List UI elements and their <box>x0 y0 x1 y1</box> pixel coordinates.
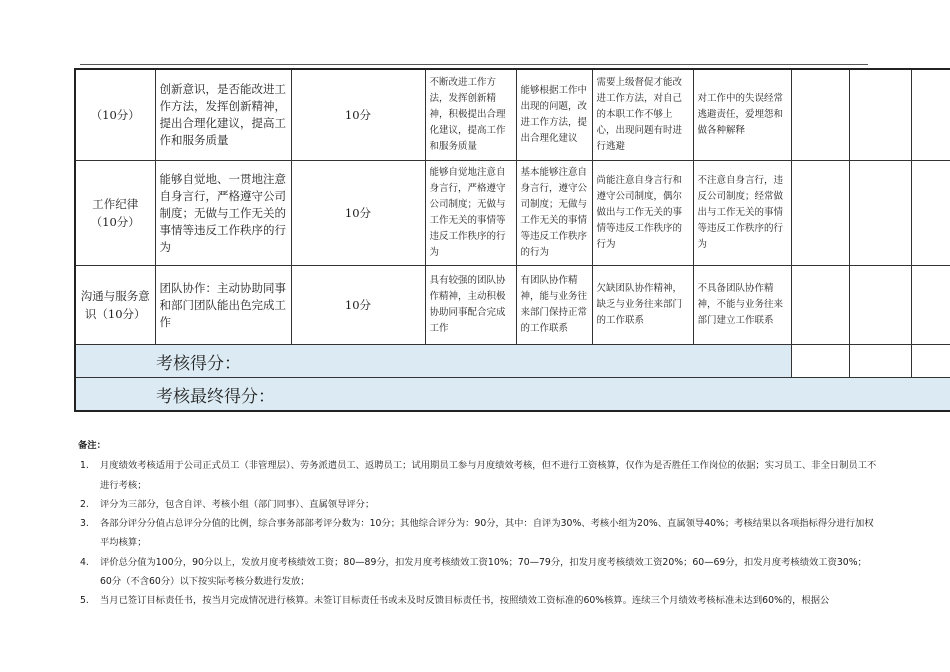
level-good-cell: 能够根据工作中出现的问题，改进工作方法，提出合理化建议 <box>516 69 592 161</box>
level-excellent-cell: 能够自觉地注意自身言行，严格遵守公司制度；无做与工作无关的事情等违反工作秩序的行为 <box>425 161 516 266</box>
description-cell: 团队协作：主动协助同事和部门团队能出色完成工作 <box>155 266 291 345</box>
score-cell: 10分 <box>291 266 425 345</box>
level-fair-cell: 尚能注意自身言行和遵守公司制度，偶尔做出与工作无关的事情等违反工作秩序的行为 <box>592 161 693 266</box>
level-poor-cell: 对工作中的失误经常逃避责任，爱埋怨和做各种解释 <box>693 69 791 161</box>
score-cell: 10分 <box>291 69 425 161</box>
level-fair-cell: 欠缺团队协作精神，缺乏与业务往来部门的工作联系 <box>592 266 693 345</box>
description-cell: 能够自觉地、一贯地注意自身言行，严格遵守公司制度；无做与工作无关的事情等违反工作秩序的行为 <box>155 161 291 266</box>
notes-heading: 备注： <box>78 440 106 451</box>
self-score-cell[interactable] <box>791 69 849 161</box>
note-item <box>78 553 878 592</box>
note-text: 评价总分值为100分，90分以上，发放月度考核绩效工资；80—89分，扣发月度考核绩效工资10%；70—79分，扣发月度考核绩效工资20%；60—69分，扣发月度考核绩效工资30%；60分（不含60分）以下按实际考核分数进行发放； <box>100 556 867 588</box>
level-poor-cell: 不具备团队协作精神，不能与业务往来部门建立工作联系 <box>693 266 791 345</box>
note-text: 评分为三部分，包含自评、考核小组（部门同事）、直属领导评分； <box>100 498 375 510</box>
evaluation-table <box>74 68 950 412</box>
note-number: 4. <box>80 556 89 568</box>
level-fair-cell: 需要上级督促才能改进工作方法，对自己的本职工作不够上心，出现问题有时进行逃避 <box>592 69 693 161</box>
note-item <box>78 514 878 553</box>
leader-total-cell[interactable] <box>911 345 950 378</box>
self-score-cell[interactable] <box>791 266 849 345</box>
score-total-label: 考核得分： <box>75 345 791 378</box>
team-total-cell[interactable] <box>849 345 911 378</box>
category-cell: 工作纪律（10分） <box>75 161 155 266</box>
description-cell: 创新意识，是否能改进工作方法，发挥创新精神，提出合理化建议，提高工作和服务质量 <box>155 69 291 161</box>
team-score-cell[interactable] <box>849 266 911 345</box>
self-total-cell[interactable] <box>791 345 849 378</box>
level-excellent-cell: 具有较强的团队协作精神，主动积极协助同事配合完成工作 <box>425 266 516 345</box>
leader-score-cell[interactable] <box>911 69 950 161</box>
note-text: 各部分评分分值占总评分分值的比例，综合事务部部考评分数为：10分；其他综合评分为：90分，其中：自评为30%、考核小组为20%、直属领导40%；考核结果以各项指标得分进行加权平均核算； <box>100 518 874 549</box>
table-row <box>75 69 950 161</box>
note-number: 2. <box>80 498 89 510</box>
category-cell: 沟通与服务意识（10分） <box>75 266 155 345</box>
note-number: 3. <box>80 518 89 530</box>
notes-section <box>78 436 878 611</box>
notes-list <box>78 456 878 610</box>
table-row <box>75 266 950 345</box>
header-rule <box>80 64 868 65</box>
score-total-row <box>75 345 950 378</box>
note-text: 月度绩效考核适用于公司正式员工（非管理层）、劳务派遣员工、返聘员工；试用期员工参与月度绩效考核，但不进行工资核算，仅作为是否胜任工作岗位的依据；实习员工、非全日制员工不进行考核； <box>100 460 877 491</box>
final-score-label: 考核最终得分： <box>75 378 950 412</box>
note-item <box>78 591 878 610</box>
team-score-cell[interactable] <box>849 161 911 266</box>
level-excellent-cell: 不断改进工作方法，发挥创新精神，积极提出合理化建议，提高工作和服务质量 <box>425 69 516 161</box>
final-score-row <box>75 378 950 412</box>
self-score-cell[interactable] <box>791 161 849 266</box>
leader-score-cell[interactable] <box>911 161 950 266</box>
table-row <box>75 161 950 266</box>
team-score-cell[interactable] <box>849 69 911 161</box>
category-cell: （10分） <box>75 69 155 161</box>
score-cell: 10分 <box>291 161 425 266</box>
note-item <box>78 456 878 495</box>
level-good-cell: 基本能够注意自身言行，遵守公司制度；无做与工作无关的事情等违反工作秩序的行为 <box>516 161 592 266</box>
note-item <box>78 495 878 514</box>
leader-score-cell[interactable] <box>911 266 950 345</box>
note-number: 1. <box>80 460 89 472</box>
level-good-cell: 有团队协作精神，能与业务往来部门保持正常的工作联系 <box>516 266 592 345</box>
note-text: 当月已签订目标责任书，按当月完成情况进行核算。未签订目标责任书或未及时反馈目标责任书，按照绩效工资标准的60%核算。连续三个月绩效考核标准未达到60%的，根据公 <box>100 595 830 607</box>
level-poor-cell: 不注意自身言行，违反公司制度；经常做出与工作无关的事情等违反工作秩序的行为 <box>693 161 791 266</box>
note-number: 5. <box>80 595 89 607</box>
